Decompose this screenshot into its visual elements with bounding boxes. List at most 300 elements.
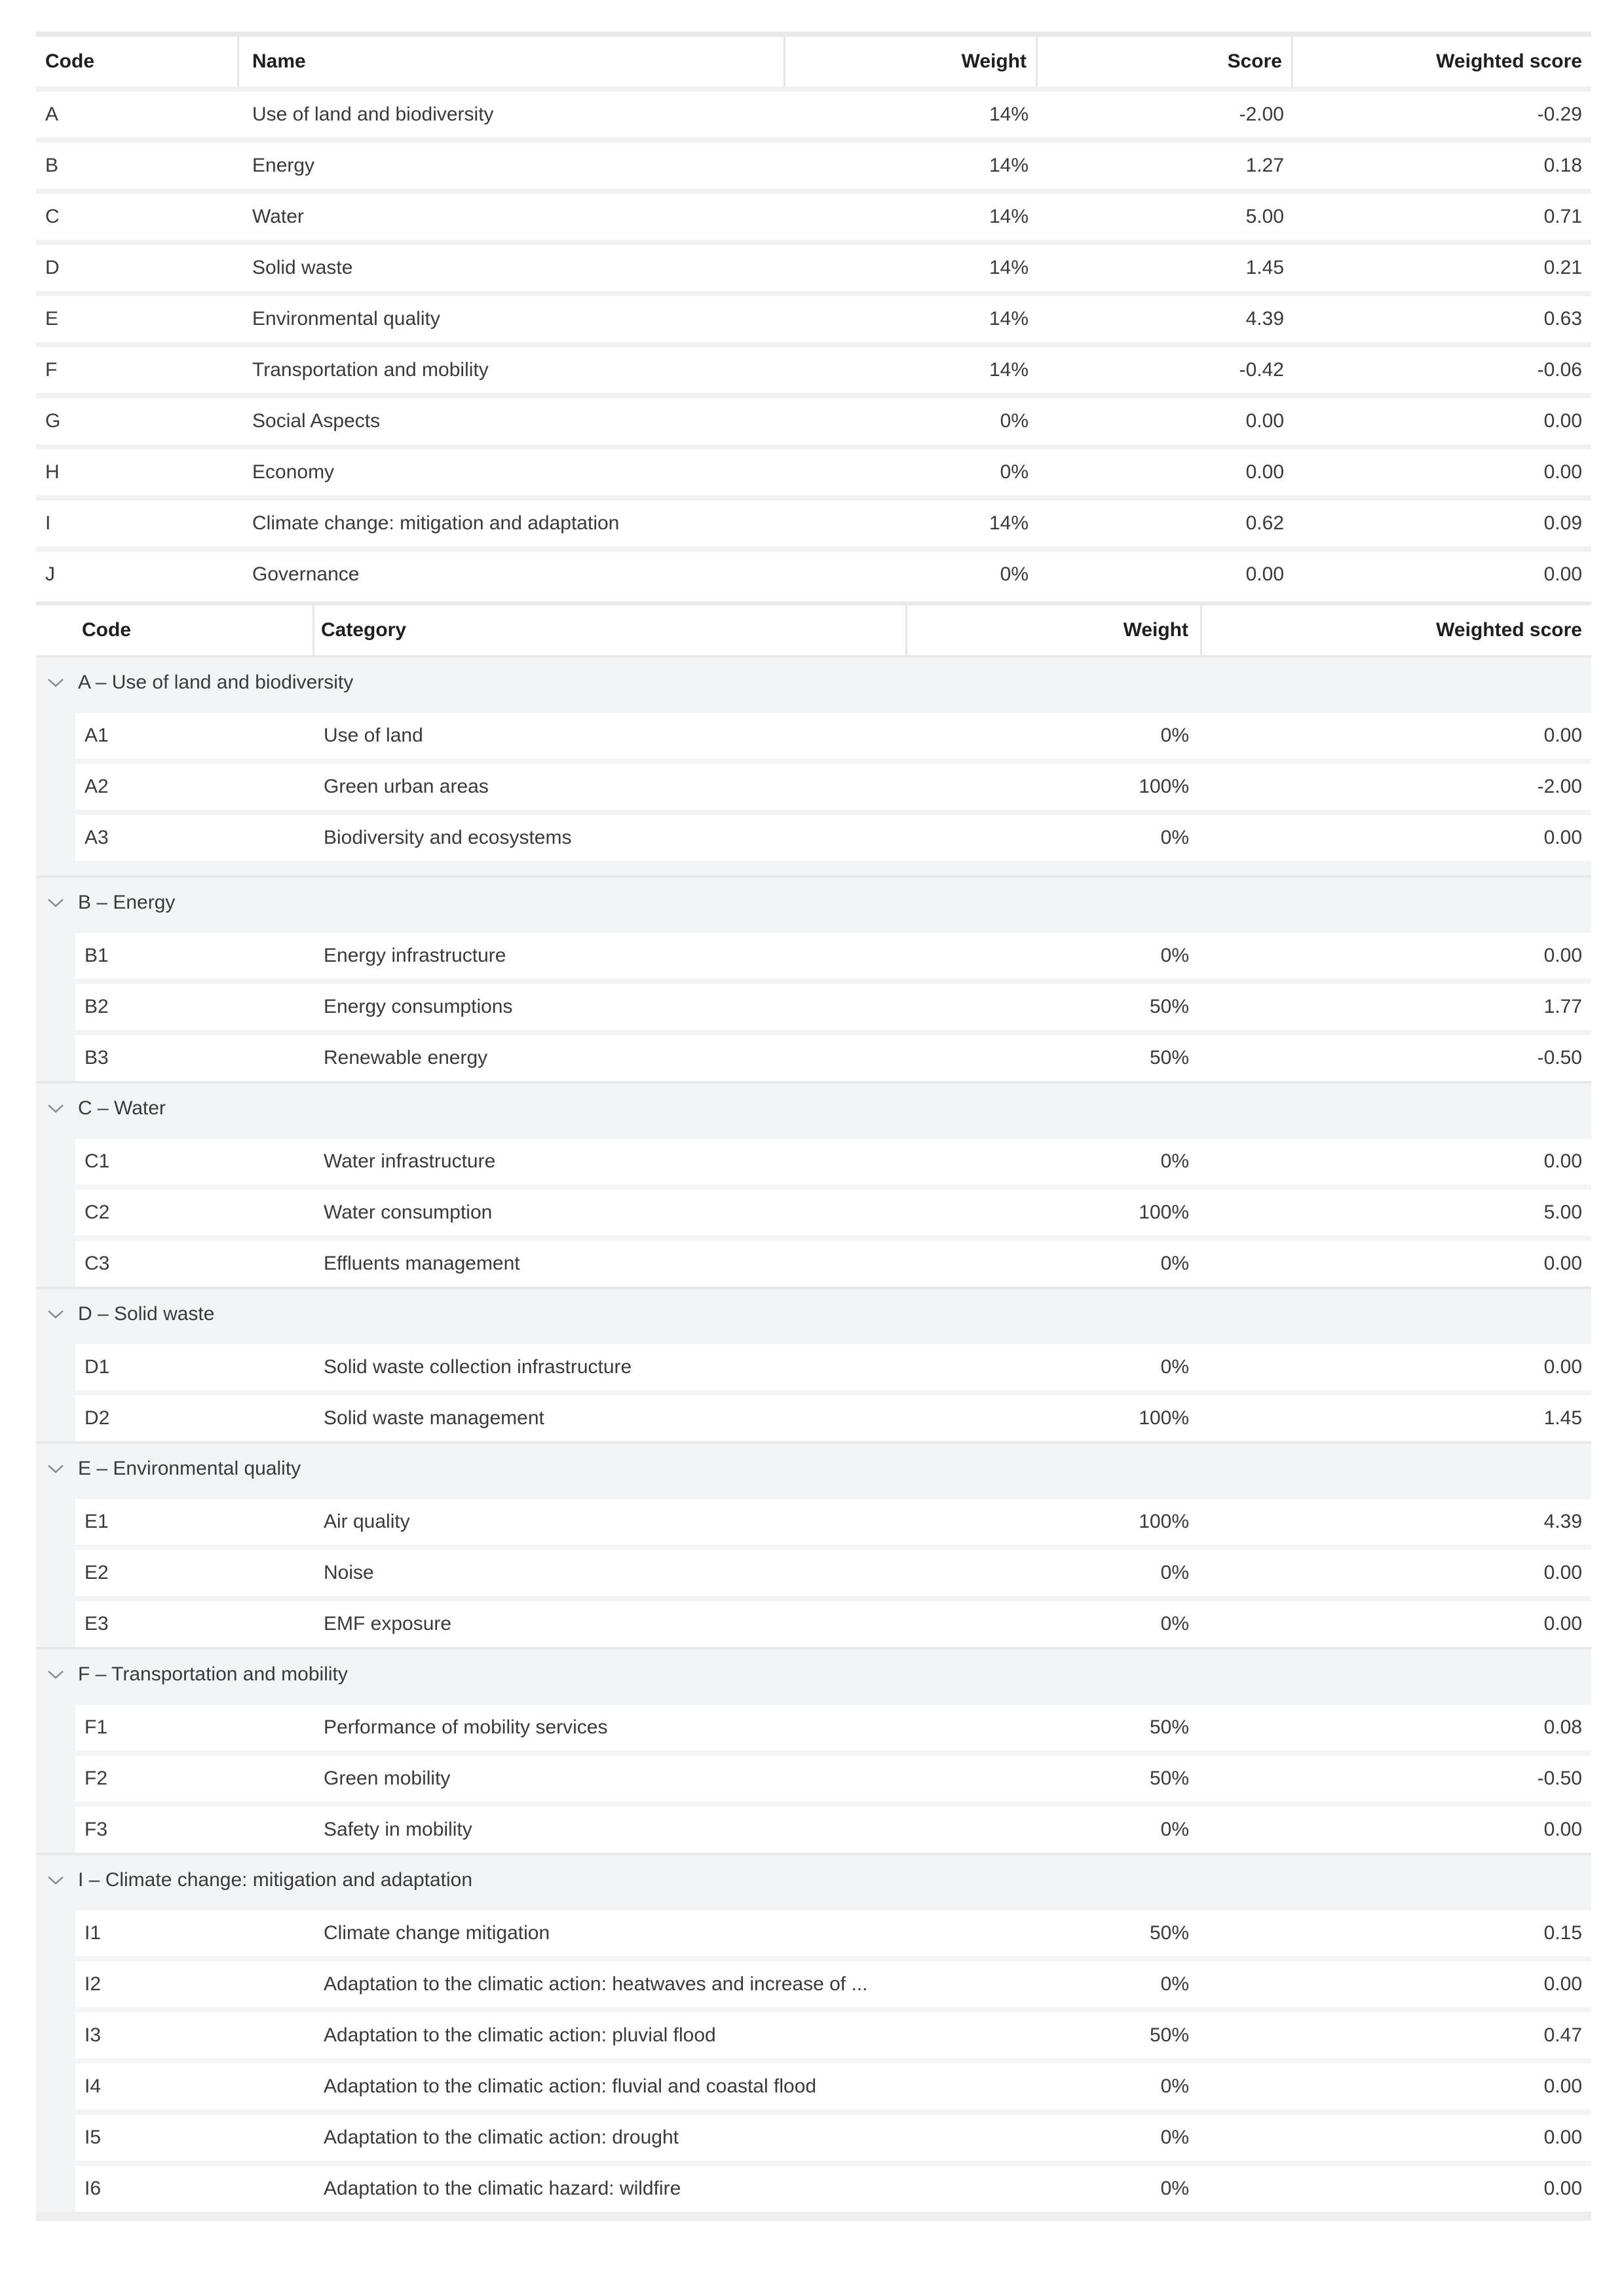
- weighted-score-cell: [1202, 2075, 1591, 2098]
- category-cell: [314, 945, 907, 967]
- score-cell: [1038, 296, 1293, 342]
- name-cell: [239, 92, 785, 138]
- category-cell: [314, 1613, 907, 1635]
- weighted-score-cell: [1202, 1922, 1591, 1944]
- code-cell: [75, 1562, 314, 1584]
- code-cell: [36, 194, 239, 240]
- weighted-score-cell: [1202, 1253, 1591, 1275]
- chevron-down-icon[interactable]: [36, 658, 75, 708]
- table-row[interactable]: [36, 1390, 1591, 1441]
- weight-cell: [907, 1253, 1202, 1275]
- category-cell-text: Green urban areas: [324, 776, 489, 797]
- category-cell-text: Water consumption: [324, 1201, 493, 1223]
- code-cell: [36, 143, 239, 189]
- code-cell: [75, 1356, 314, 1378]
- code-cell: [75, 1407, 314, 1429]
- weight-cell-text: 100%: [1139, 1511, 1189, 1532]
- table-row[interactable]: [36, 2007, 1591, 2058]
- name-cell-text: Transportation and mobility: [252, 359, 489, 381]
- table-row[interactable]: [36, 708, 1591, 759]
- column-header-weight-label: Weight: [961, 50, 1027, 72]
- category-cell-text: Adaptation to the climatic action: pluvial flood: [324, 2024, 716, 2046]
- code-cell-text: A3: [85, 827, 109, 848]
- group-label: D – Solid waste: [78, 1303, 215, 1325]
- weighted-score-cell: [1202, 945, 1591, 967]
- score-cell: [1038, 92, 1293, 138]
- column-header-code[interactable]: [36, 37, 239, 86]
- group-header-row[interactable]: [36, 1287, 1591, 1339]
- weighted-score-cell: [1293, 92, 1591, 138]
- code-cell: [75, 1922, 314, 1944]
- score-cell: [1038, 501, 1293, 546]
- detail-column-header-code-label: Code: [82, 619, 131, 641]
- table-row[interactable]: [36, 240, 1591, 291]
- weighted-score-cell: [1202, 1768, 1591, 1790]
- weighted-score-cell-text: 0.63: [1543, 308, 1582, 330]
- score-cell-text: 0.00: [1245, 461, 1284, 483]
- detail-column-header-weighted-score-label: Weighted score: [1436, 619, 1582, 641]
- score-cell-text: 1.27: [1245, 155, 1284, 176]
- detail-column-header-category-label: Category: [321, 619, 407, 641]
- category-cell: [314, 1201, 907, 1224]
- code-cell-text: F1: [85, 1716, 108, 1738]
- category-cell-text: Renewable energy: [324, 1047, 488, 1069]
- category-cell: [314, 1973, 907, 1996]
- name-cell: [239, 398, 785, 444]
- category-cell-text: Solid waste management: [324, 1407, 544, 1429]
- code-cell: [75, 1253, 314, 1275]
- name-cell-text: Social Aspects: [252, 410, 381, 432]
- table-row[interactable]: [36, 291, 1591, 342]
- weight-cell-text: 100%: [1139, 1201, 1189, 1223]
- weighted-score-cell-text: -0.50: [1537, 1768, 1582, 1789]
- code-cell-text: I5: [85, 2127, 102, 2148]
- category-cell-text: EMF exposure: [324, 1613, 452, 1635]
- weight-cell: [907, 1356, 1202, 1378]
- weight-cell: [907, 1716, 1202, 1739]
- column-header-weighted-score[interactable]: [1293, 37, 1591, 86]
- category-group: [36, 1081, 1591, 1287]
- row-indent: [36, 1961, 75, 2007]
- weight-cell-text: 0%: [1160, 827, 1189, 848]
- weighted-score-cell: [1293, 501, 1591, 546]
- column-header-weighted-score-label: Weighted score: [1436, 50, 1582, 72]
- category-cell-text: Noise: [324, 1562, 374, 1583]
- weighted-score-cell-text: 0.00: [1543, 1253, 1582, 1274]
- row-indent: [36, 2115, 75, 2161]
- row-indent: [36, 2166, 75, 2212]
- column-header-score[interactable]: [1038, 37, 1293, 86]
- category-cell: [314, 1819, 907, 1841]
- weight-cell-text: 50%: [1149, 996, 1189, 1017]
- weight-cell-text: 50%: [1149, 1768, 1189, 1789]
- table-row[interactable]: [36, 759, 1591, 810]
- category-cell: [314, 725, 907, 747]
- category-cell-text: Adaptation to the climatic action: drought: [324, 2127, 679, 2148]
- weighted-score-cell: [1202, 1716, 1591, 1739]
- chevron-down-icon[interactable]: [36, 1650, 75, 1699]
- code-cell: [75, 996, 314, 1018]
- table-row[interactable]: [36, 1184, 1591, 1236]
- code-cell: [36, 296, 239, 342]
- category-cell-text: Safety in mobility: [324, 1819, 472, 1840]
- weighted-score-cell: [1202, 827, 1591, 849]
- group-header-row[interactable]: [36, 1441, 1591, 1494]
- category-cell: [314, 1047, 907, 1069]
- chevron-down-icon[interactable]: [36, 1289, 75, 1339]
- table-row[interactable]: [36, 546, 1591, 597]
- row-indent: [36, 1395, 75, 1441]
- weight-cell-text: 14%: [989, 206, 1029, 227]
- weight-cell-text: 0%: [1160, 1819, 1189, 1840]
- table-row[interactable]: [36, 979, 1591, 1030]
- category-cell-text: Adaptation to the climatic hazard: wildfire: [324, 2178, 681, 2199]
- weighted-score-cell-text: 0.15: [1543, 1922, 1582, 1944]
- table-row[interactable]: [36, 495, 1591, 546]
- table-row[interactable]: [36, 1236, 1591, 1287]
- score-cell: [1038, 143, 1293, 189]
- weighted-score-cell-text: 0.00: [1543, 461, 1582, 483]
- row-indent: [36, 1190, 75, 1236]
- code-cell-text: D2: [85, 1407, 110, 1429]
- code-cell-text: I6: [85, 2178, 102, 2199]
- category-cell: [314, 1150, 907, 1173]
- code-cell-text: F: [45, 359, 58, 381]
- name-cell: [239, 245, 785, 291]
- table-row[interactable]: [36, 2058, 1591, 2109]
- weight-cell-text: 100%: [1139, 776, 1189, 797]
- row-indent: [36, 1807, 75, 1853]
- summary-header-row: [36, 37, 1591, 86]
- code-cell: [75, 2127, 314, 2149]
- weighted-score-cell: [1202, 996, 1591, 1018]
- table-row[interactable]: [36, 1699, 1591, 1750]
- column-header-name-label: Name: [252, 50, 306, 72]
- detail-column-header-weight[interactable]: [907, 605, 1202, 655]
- table-row[interactable]: [36, 1545, 1591, 1596]
- table-row[interactable]: [36, 342, 1591, 393]
- weighted-score-cell: [1202, 776, 1591, 798]
- code-cell-text: F2: [85, 1768, 108, 1789]
- chevron-down-icon[interactable]: [36, 1855, 75, 1905]
- category-cell: [314, 2024, 907, 2047]
- code-cell: [75, 1047, 314, 1069]
- weight-cell: [907, 776, 1202, 798]
- score-cell: [1038, 347, 1293, 393]
- category-cell: [314, 1922, 907, 1944]
- category-cell: [314, 1768, 907, 1790]
- score-cell-text: 0.00: [1245, 410, 1284, 432]
- code-cell-text: A2: [85, 776, 109, 797]
- code-cell: [75, 725, 314, 747]
- weighted-score-cell-text: -0.50: [1537, 1047, 1582, 1069]
- weight-cell: [785, 449, 1038, 495]
- weight-cell-text: 50%: [1149, 1716, 1189, 1738]
- code-cell-text: E: [45, 308, 59, 330]
- code-cell-text: D1: [85, 1356, 110, 1378]
- table-row[interactable]: [36, 138, 1591, 189]
- group-header-row[interactable]: [36, 1647, 1591, 1699]
- weighted-score-cell-text: 0.00: [1543, 1973, 1582, 1995]
- table-row[interactable]: [36, 1030, 1591, 1081]
- score-cell-text: 0.62: [1245, 512, 1284, 534]
- row-indent: [36, 1705, 75, 1750]
- row-indent: [36, 713, 75, 759]
- name-cell: [239, 347, 785, 393]
- detail-column-header-weighted-score[interactable]: [1202, 605, 1591, 655]
- row-indent: [36, 764, 75, 810]
- weight-cell-text: 0%: [1160, 725, 1189, 746]
- name-cell-text: Climate change: mitigation and adaptation: [252, 512, 620, 534]
- weighted-score-cell: [1293, 245, 1591, 291]
- code-cell-text: C3: [85, 1253, 110, 1274]
- weight-cell-text: 0%: [1160, 1356, 1189, 1378]
- weight-cell: [907, 1150, 1202, 1173]
- group-header-row[interactable]: [36, 1081, 1591, 1133]
- code-cell: [75, 945, 314, 967]
- detail-column-header-category[interactable]: [314, 605, 907, 655]
- code-cell: [75, 1819, 314, 1841]
- table-row[interactable]: [36, 1802, 1591, 1853]
- code-cell: [36, 245, 239, 291]
- table-row[interactable]: [36, 86, 1591, 138]
- weighted-score-cell-text: 0.00: [1543, 827, 1582, 848]
- category-cell-text: Performance of mobility services: [324, 1716, 608, 1738]
- table-row[interactable]: [36, 2161, 1591, 2212]
- code-cell-text: C1: [85, 1150, 110, 1172]
- code-cell: [75, 776, 314, 798]
- category-cell-text: Adaptation to the climatic action: fluvial and coastal flood: [324, 2075, 817, 2097]
- weighted-score-cell-text: 0.71: [1543, 206, 1582, 227]
- table-row[interactable]: [36, 189, 1591, 240]
- weight-cell: [907, 1613, 1202, 1635]
- code-cell-text: B3: [85, 1047, 109, 1069]
- table-row[interactable]: [36, 393, 1591, 444]
- table-row[interactable]: [36, 444, 1591, 495]
- weighted-score-cell-text: 0.18: [1543, 155, 1582, 176]
- weight-cell: [907, 2178, 1202, 2200]
- code-cell-text: G: [45, 410, 61, 432]
- code-cell: [75, 1768, 314, 1790]
- code-cell-text: B2: [85, 996, 109, 1017]
- weighted-score-cell-text: 5.00: [1543, 1201, 1582, 1223]
- name-cell-text: Use of land and biodiversity: [252, 104, 494, 125]
- category-cell-text: Air quality: [324, 1511, 410, 1532]
- code-cell: [36, 501, 239, 546]
- chevron-down-icon[interactable]: [36, 1444, 75, 1494]
- code-cell-text: C2: [85, 1201, 110, 1223]
- code-cell: [75, 1613, 314, 1635]
- code-cell: [75, 2024, 314, 2047]
- group-header-row[interactable]: [36, 1853, 1591, 1905]
- code-cell: [36, 347, 239, 393]
- category-cell: [314, 2127, 907, 2149]
- category-cell: [314, 1253, 907, 1275]
- category-cell-text: Solid waste collection infrastructure: [324, 1356, 632, 1378]
- code-cell: [75, 1511, 314, 1533]
- weight-cell-text: 14%: [989, 359, 1029, 381]
- category-cell-text: Biodiversity and ecosystems: [324, 827, 572, 848]
- weight-cell-text: 14%: [989, 512, 1029, 534]
- code-cell-text: B1: [85, 945, 109, 966]
- category-cell-text: Energy infrastructure: [324, 945, 506, 966]
- code-cell-text: A: [45, 104, 59, 125]
- code-cell: [36, 449, 239, 495]
- category-group: [36, 655, 1591, 875]
- weight-cell: [907, 1511, 1202, 1533]
- category-cell-text: Water infrastructure: [324, 1150, 496, 1172]
- weighted-score-cell-text: -2.00: [1537, 776, 1582, 797]
- code-cell-text: D: [45, 257, 60, 278]
- weighted-score-cell-text: 0.00: [1543, 1613, 1582, 1635]
- table-row[interactable]: [36, 1956, 1591, 2007]
- weight-cell: [785, 398, 1038, 444]
- weighted-score-cell-text: 0.00: [1543, 2127, 1582, 2148]
- name-cell-text: Energy: [252, 155, 315, 176]
- category-group: [36, 1441, 1591, 1647]
- weight-cell-text: 0%: [1160, 1150, 1189, 1172]
- name-cell-text: Water: [252, 206, 304, 227]
- weighted-score-cell-text: 0.00: [1543, 563, 1582, 585]
- weight-cell-text: 0%: [1000, 563, 1029, 585]
- weighted-score-cell-text: 0.00: [1543, 1562, 1582, 1583]
- group-header-row[interactable]: [36, 655, 1591, 708]
- code-cell: [36, 398, 239, 444]
- table-row[interactable]: [36, 1750, 1591, 1802]
- weight-cell-text: 0%: [1160, 945, 1189, 966]
- category-group: [36, 875, 1591, 1081]
- weight-cell: [907, 2127, 1202, 2149]
- row-indent: [36, 1910, 75, 1956]
- weighted-score-cell: [1293, 143, 1591, 189]
- row-indent: [36, 1499, 75, 1545]
- score-cell-text: 5.00: [1245, 206, 1284, 227]
- column-header-weight[interactable]: [785, 37, 1038, 86]
- weight-cell-text: 0%: [1000, 410, 1029, 432]
- code-cell: [75, 827, 314, 849]
- weight-cell: [907, 725, 1202, 747]
- chevron-down-icon[interactable]: [36, 1084, 75, 1133]
- code-cell-text: J: [45, 563, 55, 585]
- weighted-score-cell-text: 0.00: [1543, 2075, 1582, 2097]
- code-cell-text: E3: [85, 1613, 109, 1635]
- category-cell: [314, 1716, 907, 1739]
- table-row[interactable]: [36, 1905, 1591, 1956]
- weighted-score-cell: [1202, 1973, 1591, 1996]
- weight-cell: [907, 1562, 1202, 1584]
- table-row[interactable]: [36, 1596, 1591, 1647]
- category-group: [36, 1287, 1591, 1441]
- table-row[interactable]: [36, 928, 1591, 979]
- category-cell: [314, 2075, 907, 2098]
- weight-cell-text: 0%: [1160, 1562, 1189, 1583]
- name-cell-text: Solid waste: [252, 257, 353, 278]
- weighted-score-cell: [1202, 1407, 1591, 1429]
- weighted-score-cell-text: 0.00: [1543, 945, 1582, 966]
- category-cell-text: Energy consumptions: [324, 996, 513, 1017]
- weighted-score-cell: [1202, 1150, 1591, 1173]
- weight-cell-text: 0%: [1160, 2178, 1189, 2199]
- weighted-score-cell: [1202, 1201, 1591, 1224]
- category-group: [36, 1853, 1591, 2212]
- name-cell-text: Economy: [252, 461, 335, 483]
- row-indent: [36, 1756, 75, 1802]
- weighted-score-cell-text: 1.77: [1543, 996, 1582, 1017]
- weighted-score-cell-text: -0.06: [1537, 359, 1582, 381]
- code-cell-text: E1: [85, 1511, 109, 1532]
- detail-table-body: [36, 655, 1591, 2212]
- weight-cell: [907, 1047, 1202, 1069]
- group-label: B – Energy: [78, 892, 176, 913]
- table-row[interactable]: [36, 1494, 1591, 1545]
- name-cell: [239, 501, 785, 546]
- weight-cell-text: 0%: [1160, 2127, 1189, 2148]
- weighted-score-cell: [1202, 1613, 1591, 1635]
- weighted-score-cell-text: 0.00: [1543, 1150, 1582, 1172]
- code-cell: [75, 1716, 314, 1739]
- weighted-score-cell: [1202, 725, 1591, 747]
- name-cell: [239, 449, 785, 495]
- weighted-score-cell-text: -0.29: [1537, 104, 1582, 125]
- weighted-score-cell-text: 0.00: [1543, 2178, 1582, 2199]
- weight-cell: [907, 1922, 1202, 1944]
- group-spacer: [36, 861, 1591, 875]
- weight-cell: [907, 1819, 1202, 1841]
- weight-cell: [907, 1768, 1202, 1790]
- name-cell-text: Governance: [252, 563, 360, 585]
- category-cell: [314, 1511, 907, 1533]
- group-label: F – Transportation and mobility: [78, 1663, 348, 1685]
- row-indent: [36, 2013, 75, 2058]
- category-cell-text: Adaptation to the climatic action: heatwaves and increase of ...: [324, 1973, 868, 1995]
- weighted-score-cell: [1293, 296, 1591, 342]
- score-cell-text: 0.00: [1245, 563, 1284, 585]
- category-cell-text: Green mobility: [324, 1768, 451, 1789]
- table-row[interactable]: [36, 1133, 1591, 1184]
- weighted-score-cell-text: 0.47: [1543, 2024, 1582, 2046]
- chevron-down-icon[interactable]: [36, 878, 75, 928]
- weighted-score-cell: [1202, 1511, 1591, 1533]
- row-indent: [36, 1241, 75, 1287]
- detail-column-header-weight-label: Weight: [1123, 619, 1188, 641]
- row-indent: [36, 1035, 75, 1081]
- summary-table: [36, 31, 1591, 597]
- table-row[interactable]: [36, 2109, 1591, 2161]
- column-header-name[interactable]: [239, 37, 785, 86]
- group-header-row[interactable]: [36, 875, 1591, 928]
- category-cell: [314, 776, 907, 798]
- weight-cell: [785, 552, 1038, 597]
- weighted-score-cell-text: 0.00: [1543, 410, 1582, 432]
- code-cell-text: E2: [85, 1562, 109, 1583]
- table-row[interactable]: [36, 1339, 1591, 1390]
- category-cell-text: Effluents management: [324, 1253, 520, 1274]
- column-header-score-label: Score: [1227, 50, 1282, 72]
- weight-cell-text: 100%: [1139, 1407, 1189, 1429]
- code-cell-text: I2: [85, 1973, 102, 1995]
- table-row[interactable]: [36, 810, 1591, 861]
- weight-cell: [907, 1973, 1202, 1996]
- detail-column-header-code[interactable]: [75, 605, 314, 655]
- weighted-score-cell: [1202, 1819, 1591, 1841]
- code-cell-text: I1: [85, 1922, 102, 1944]
- score-cell: [1038, 194, 1293, 240]
- weight-cell-text: 50%: [1149, 1922, 1189, 1944]
- weighted-score-cell-text: 0.00: [1543, 1819, 1582, 1840]
- code-cell-text: I4: [85, 2075, 102, 2097]
- score-cell: [1038, 245, 1293, 291]
- code-cell: [75, 2075, 314, 2098]
